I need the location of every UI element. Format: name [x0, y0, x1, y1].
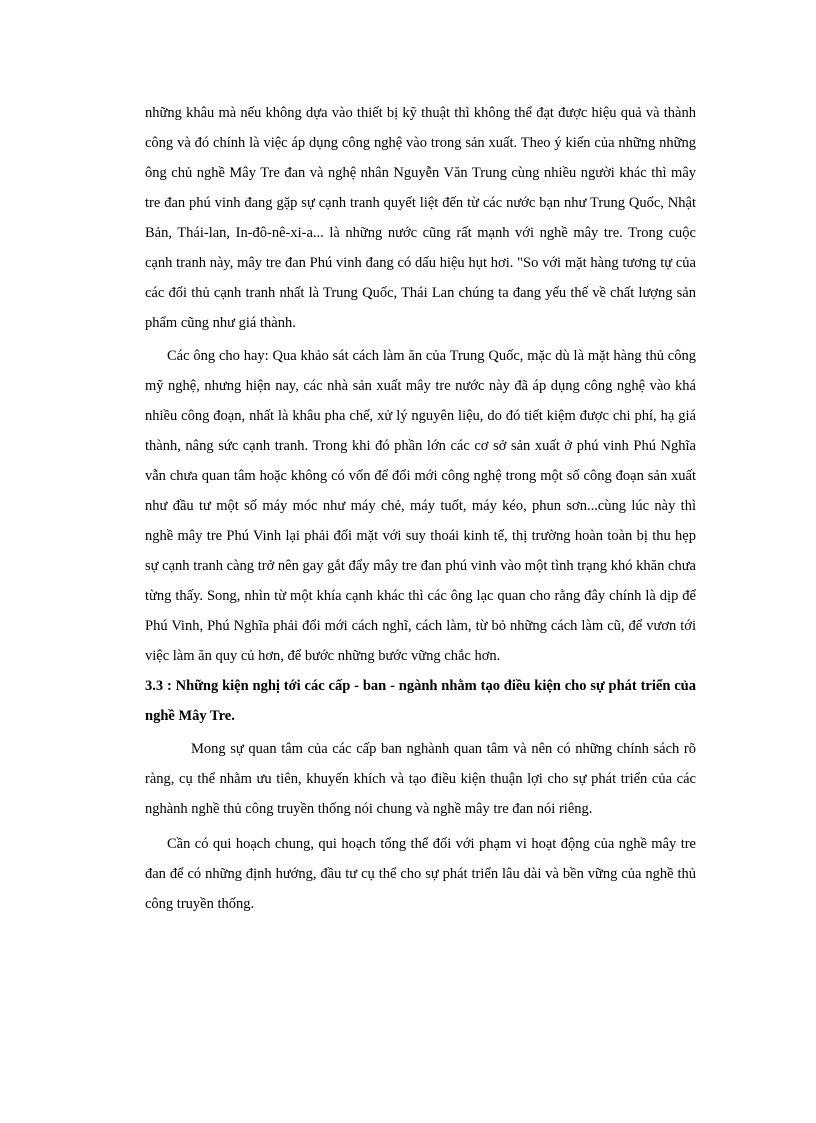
paragraph-competition-intro: những khâu mà nếu không dựa vào thiết bị kỹ thuật thì không thể đạt được hiệu quả và thành công và đó chính là việc áp dụng công nghệ vào trong sản xuất. Theo ý kiến của những những ông chủ nghề Mây Tre đan và nghệ nhân Nguyễn Văn Trung cùng nhiều người khác thì mây tre đan phú vinh đang gặp sự cạnh tranh quyết liệt đến từ các nước bạn như Trung Quốc, Nhật Bản, Thái-lan, In-đô-nê-xi-a... là những nước cũng rất mạnh với nghề mây tre. Trong cuộc cạnh tranh này, mây tre đan Phú vinh đang có dấu hiệu hụt hơi. "So với mặt hàng tương tự của các đối thủ cạnh tranh nhất là Trung Quốc, Thái Lan chúng ta đang yếu thế về chất lượng sản phẩm cũng như giá thành.: [145, 105, 696, 331]
section-heading-3-3: 3.3 : Những kiện nghị tới các cấp - ban - ngành nhằm tạo điều kiện cho sự phát triển của nghề Mây Tre.: [145, 678, 696, 724]
paragraph-planning: Cần có qui hoạch chung, qui hoạch tổng thể đối với phạm vi hoạt động của nghề mây tre đan để có những định hướng, đầu tư cụ thể cho sự phát triển lâu dài và bền vững của nghề thủ công truyền thống.: [145, 836, 696, 912]
document-page: [145, 98, 696, 919]
paragraph-china-survey: Các ông cho hay: Qua khảo sát cách làm ăn của Trung Quốc, mặc dù là mặt hàng thủ công mỹ nghệ, nhưng hiện nay, các nhà sản xuất mây tre nước này đã áp dụng công nghệ vào khá nhiều công đoạn, nhất là khâu pha chế, xử lý nguyên liệu, do đó tiết kiệm được chi phí, hạ giá thành, nâng sức cạnh tranh. Trong khi đó phần lớn các cơ sở sản xuất ở phú vinh Phú Nghĩa vẫn chưa quan tâm hoặc không có vốn để đổi mới công nghệ trong một số công đoạn sản xuất như đầu tư một số máy móc như máy chẻ, máy tuốt, máy kéo, phun sơn...cùng lúc này thì nghề mây tre Phú Vinh lại phải đối mặt với suy thoái kinh tế, thị trường hoàn toàn bị thu hẹp sự cạnh tranh càng trở nên gay gắt đẩy mây tre đan phú vinh vào một tình trạng khó khăn chưa từng thấy. Song, nhìn từ một khía cạnh khác thì các ông lạc quan cho rằng đây chính là dịp để Phú Vinh, Phú Nghĩa phải đổi mới cách nghĩ, cách làm, từ bỏ những cách làm cũ, để vươn tới việc làm ăn quy củ hơn, để bước những bước vững chắc hơn.: [145, 348, 696, 664]
paragraph-policy-request: Mong sự quan tâm của các cấp ban nghành quan tâm và nên có những chính sách rõ ràng, cụ thể nhằm ưu tiên, khuyến khích và tạo điều kiện thuận lợi cho sự phát triển của các nghành nghề thủ công truyền thống nói chung và nghề mây tre đan nói riêng.: [145, 741, 696, 817]
